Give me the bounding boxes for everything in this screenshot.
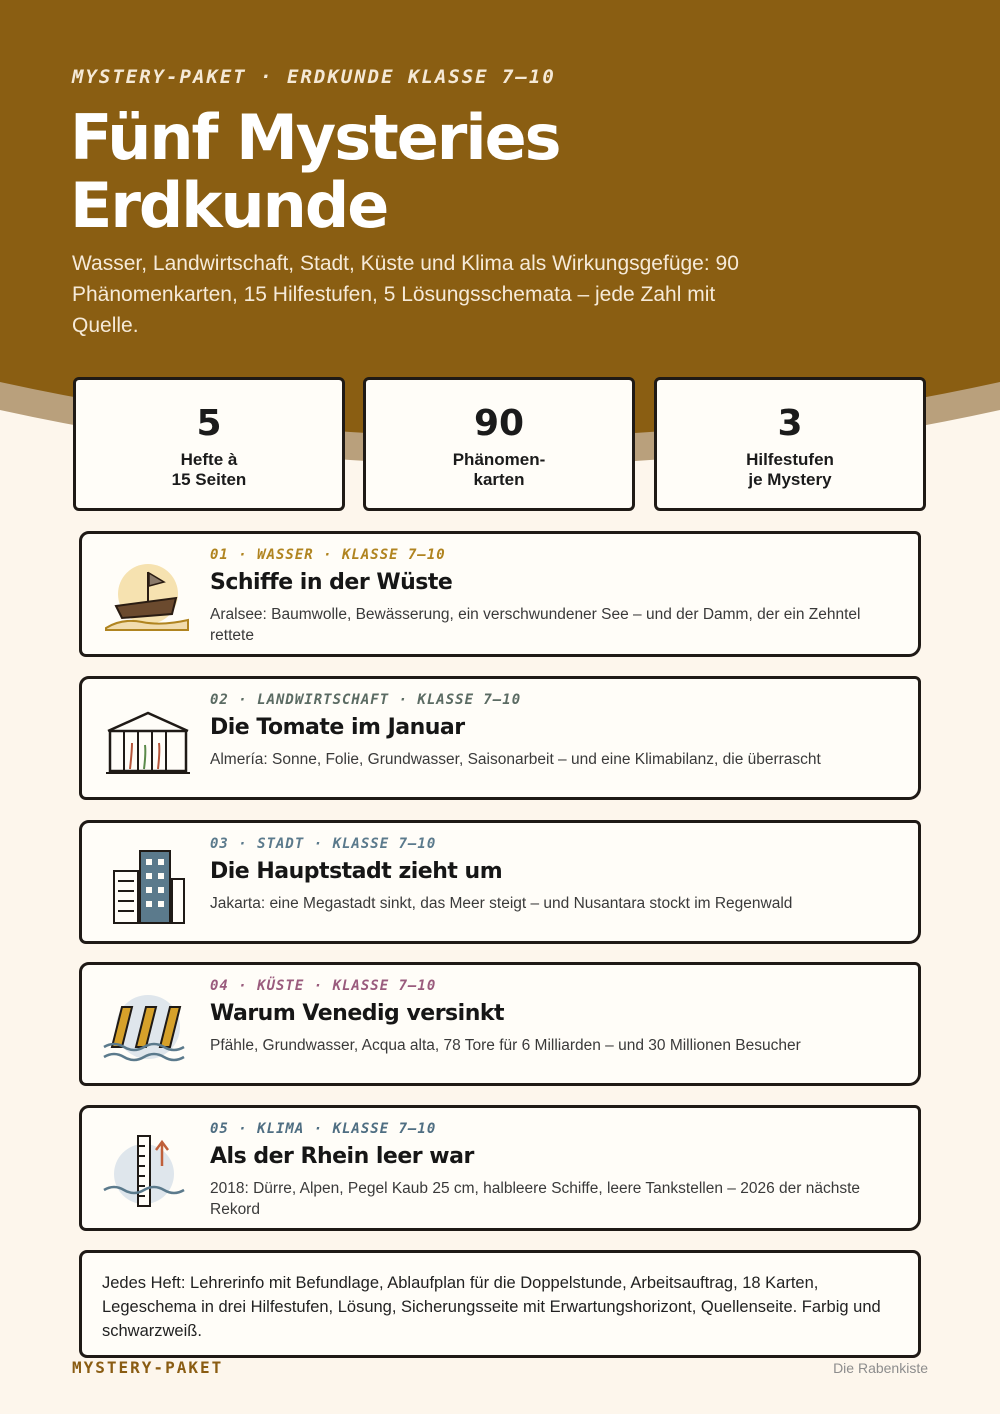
mystery-title: Die Hauptstadt zieht um [210,859,503,884]
stat-number: 5 [196,403,222,444]
mystery-card-wasser[interactable] [79,531,921,657]
mystery-meta: 04 · KÜSTE · KLASSE 7–10 [210,978,437,994]
mystery-description: 2018: Dürre, Alpen, Pegel Kaub 25 cm, halbleere Schiffe, leere Tankstellen – 2026 der nächste Rekord [210,1180,860,1218]
mystery-card-stadt[interactable] [79,820,921,944]
water-gauge-icon [102,1130,192,1210]
contents-note: Jedes Heft: Lehrerinfo mit Befundlage, Ablaufplan für die Doppelstunde, Arbeitsauftrag, 18 Karten, Legeschema in drei Hilfestufen, Lösung, Sicherungsseite mit Erwartungshorizont, Quellenseite. Farbig und schwarzweiß. [79,1250,921,1358]
stat-label-line-2: je Mystery [748,470,832,489]
mystery-meta: 05 · KLIMA · KLASSE 7–10 [210,1121,437,1137]
stat-label [129,450,289,490]
mystery-title: Schiffe in der Wüste [210,570,453,595]
city-buildings-icon [102,845,192,925]
stat-box-hilfestufen [654,377,926,511]
mystery-description: Pfähle, Grundwasser, Acqua alta, 78 Tore für 6 Milliarden – und 30 Millionen Besucher [210,1037,801,1054]
mystery-card-kueste[interactable] [79,962,921,1086]
stat-number: 90 [473,403,525,444]
title-line-1: Fünf Mysteries [70,101,560,174]
header-kicker: MYSTERY-PAKET · ERDKUNDE KLASSE 7–10 [72,66,556,88]
greenhouse-icon [102,699,192,779]
stat-number: 3 [777,403,803,444]
mystery-card-klima[interactable] [79,1105,921,1231]
mystery-meta: 01 · WASSER · KLASSE 7–10 [210,547,446,563]
mystery-description: Aralsee: Baumwolle, Bewässerung, ein verschwundener See – und der Damm, der ein Zehntel rettete [210,606,861,644]
page-title [70,101,770,242]
stat-label [710,450,870,490]
mystery-description: Almería: Sonne, Folie, Grundwasser, Saisonarbeit – und eine Klimabilanz, die überrascht [210,751,821,768]
mystery-meta: 03 · STADT · KLASSE 7–10 [210,836,437,852]
mystery-description: Jakarta: eine Megastadt sinkt, das Meer steigt – und Nusantara stockt im Regenwald [210,895,793,912]
mystery-title: Warum Venedig versinkt [210,1001,505,1026]
ship-in-desert-icon [102,558,192,638]
page-subtitle: Wasser, Landwirtschaft, Stadt, Küste und Klima als Wirkungsgefüge: 90 Phänomenkarten, 15 Hilfestufen, 5 Lösungsschemata – jede Zahl mit Quelle. [72,252,739,337]
stat-label-line-2: karten [473,470,525,489]
stat-box-karten [363,377,635,511]
title-line-2: Erdkunde [70,169,388,242]
stilts-in-water-icon [102,991,192,1071]
stat-box-hefte [73,377,345,511]
stat-label-line-2: 15 Seiten [171,470,247,489]
mystery-title: Die Tomate im Januar [210,715,465,740]
stat-label-line-1: Phänomen- [452,450,546,469]
footer-publisher: Die Rabenkiste [833,1360,928,1376]
stat-label-line-1: Hefte à [180,450,238,469]
stat-label-line-1: Hilfestufen [746,450,834,469]
mystery-title: Als der Rhein leer war [210,1144,474,1169]
stat-label [419,450,579,490]
mystery-card-landwirtschaft[interactable] [79,676,921,800]
mystery-meta: 02 · LANDWIRTSCHAFT · KLASSE 7–10 [210,692,522,708]
footer-brand: MYSTERY-PAKET [72,1358,224,1377]
